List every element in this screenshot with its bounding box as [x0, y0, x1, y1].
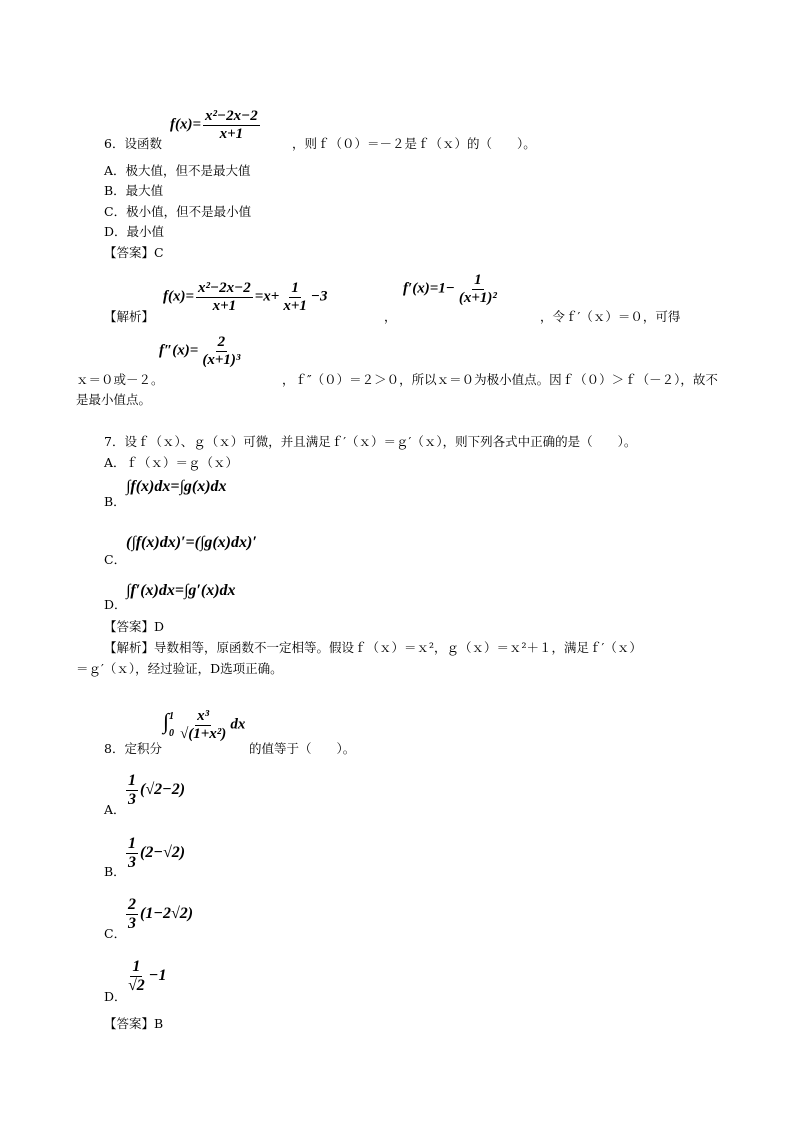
q6-def-denominator: x+1: [219, 125, 244, 142]
q6-analysis-mid: ，令ｆ′（ｘ）＝０，可得: [540, 309, 681, 324]
q7-option-b-label: B．: [104, 494, 126, 509]
q6-eq1-fraction-2: [281, 280, 309, 314]
q6-option-b: B．最大值: [104, 183, 164, 198]
q7-option-a: A．ｆ（ｘ）＝ｇ（ｘ）: [104, 455, 239, 470]
q6-function-definition: [170, 108, 262, 142]
q8-c-denominator: 3: [128, 914, 136, 932]
q6-stem-suffix: ，则ｆ（０）＝－２是ｆ（ｘ）的（ ）。: [292, 136, 536, 151]
q8-a-numerator: 1: [128, 772, 136, 789]
q6-equation-3: [159, 334, 244, 368]
q8-c-fraction: [126, 896, 138, 932]
q6-eq1-numerator-2: 1: [291, 280, 299, 296]
q6-equation-2: [403, 272, 501, 306]
q8-d-body: −1: [148, 966, 167, 984]
q6-eq1-denominator: x+1: [212, 297, 237, 314]
q8-integral: [163, 708, 245, 742]
q8-option-d-label: D．: [104, 989, 127, 1004]
q8-stem-prefix: 8．定积分: [104, 741, 162, 756]
q8-option-c-label: C．: [104, 926, 127, 941]
q7-option-d-label: D．: [104, 597, 127, 612]
q6-def-numerator: x²−2x−2: [205, 108, 258, 124]
q8-integral-limits: [169, 711, 174, 739]
q8-a-body: (√2−2): [140, 780, 186, 798]
q8-b-fraction: [126, 835, 138, 871]
q6-equation-1: [163, 280, 328, 314]
q8-d-numerator: 1: [132, 958, 141, 975]
q8-option-a-label: A．: [104, 802, 126, 817]
q8-a-fraction: [126, 772, 138, 808]
q6-analysis-label: 【解析】: [104, 309, 155, 324]
q6-eq2-numerator: 1: [474, 272, 482, 288]
q8-answer: 【答案】B: [104, 1016, 164, 1031]
q6-eq3-denominator: (x+1)³: [202, 351, 241, 368]
q6-def-lhs: f(x)=: [170, 116, 202, 133]
q8-d-denominator: √2: [128, 976, 145, 994]
q8-option-d-formula: [124, 958, 166, 994]
q6-eq2-denominator: (x+1)²: [458, 289, 497, 306]
q7-option-d-formula: ∫f′(x)dx=∫g′(x)dx: [126, 582, 236, 599]
q7-analysis-line2: ＝ｇ′（ｘ），经过验证，D选项正确。: [76, 661, 283, 676]
q8-b-numerator: 1: [128, 835, 136, 852]
q6-eq1-numerator: x²−2x−2: [198, 280, 251, 296]
q6-option-d: D．最小值: [104, 224, 165, 239]
q6-eq3-fraction: [200, 334, 242, 368]
q6-eq1-mid: =x+: [254, 288, 280, 305]
q6-analysis-line2-suffix: ，ｆ″（０）＝２＞０，所以ｘ＝０为极小值点。因ｆ（０）＞ｆ（－２），故不: [282, 372, 718, 387]
q8-b-body: (2−√2): [140, 843, 186, 861]
q7-option-c-label: C．: [104, 552, 127, 567]
q8-option-a-formula: [124, 772, 185, 808]
q6-option-a: A．极大值，但不是最大值: [104, 163, 251, 178]
q6-eq1-lhs: f(x)=: [163, 288, 195, 305]
q8-b-denominator: 3: [128, 853, 136, 871]
q6-comma: ，: [384, 309, 397, 324]
q8-integral-sign: ∫: [163, 708, 170, 734]
q6-eq1-fraction: [196, 280, 253, 314]
q8-stem-suffix: 的值等于（ ）。: [249, 741, 356, 756]
q7-answer: 【答案】D: [104, 619, 165, 634]
q8-integrand-denominator: √(1+x²): [180, 725, 227, 742]
q6-eq3-numerator: 2: [217, 334, 226, 350]
q7-option-c-formula: (∫f(x)dx)′=(∫g(x)dx)′: [126, 534, 257, 551]
q7-stem: 7．设ｆ（ｘ）、ｇ（ｘ）可微，并且满足ｆ′（ｘ）＝ｇ′（ｘ），则下列各式中正确的是（ ）。: [104, 434, 637, 449]
q8-dx: dx: [230, 716, 246, 733]
q8-integrand-fraction: [178, 708, 228, 742]
q6-eq1-denominator-2: x+1: [283, 297, 307, 314]
q8-option-c-formula: [124, 896, 193, 932]
q6-answer: 【答案】C: [104, 245, 164, 260]
q8-lower-limit: 0: [169, 728, 175, 739]
q8-c-body: (1−2√2): [140, 904, 194, 922]
q8-c-numerator: 2: [128, 896, 136, 913]
q8-option-b-label: B．: [104, 864, 126, 879]
q6-stem-prefix: 6．设函数: [104, 136, 162, 151]
q6-analysis-line2-prefix: ｘ＝０或－２。: [76, 372, 164, 387]
q6-analysis-line3: 是最小值点。: [76, 392, 152, 407]
q7-option-b-formula: ∫f(x)dx=∫g(x)dx: [126, 478, 227, 495]
q8-option-b-formula: [124, 835, 185, 871]
q6-option-c: C．极小值，但不是最小值: [104, 204, 252, 219]
q6-eq1-tail: −3: [310, 288, 328, 305]
q6-eq3-lhs: f″(x)=: [159, 342, 199, 359]
q7-analysis-line1: 【解析】导数相等，原函数不一定相等。假设ｆ（ｘ）＝ｘ²，ｇ（ｘ）＝ｘ²＋１，满足ｆ′（ｘ）: [104, 640, 642, 655]
q8-upper-limit: 1: [169, 711, 175, 722]
q6-def-fraction: [203, 108, 260, 142]
q8-integrand-numerator: x³: [197, 708, 210, 724]
q6-eq2-lhs: f′(x)=1−: [403, 280, 455, 297]
q6-eq2-fraction: [457, 272, 499, 306]
q8-d-fraction: [126, 958, 147, 994]
q8-a-denominator: 3: [128, 790, 136, 808]
